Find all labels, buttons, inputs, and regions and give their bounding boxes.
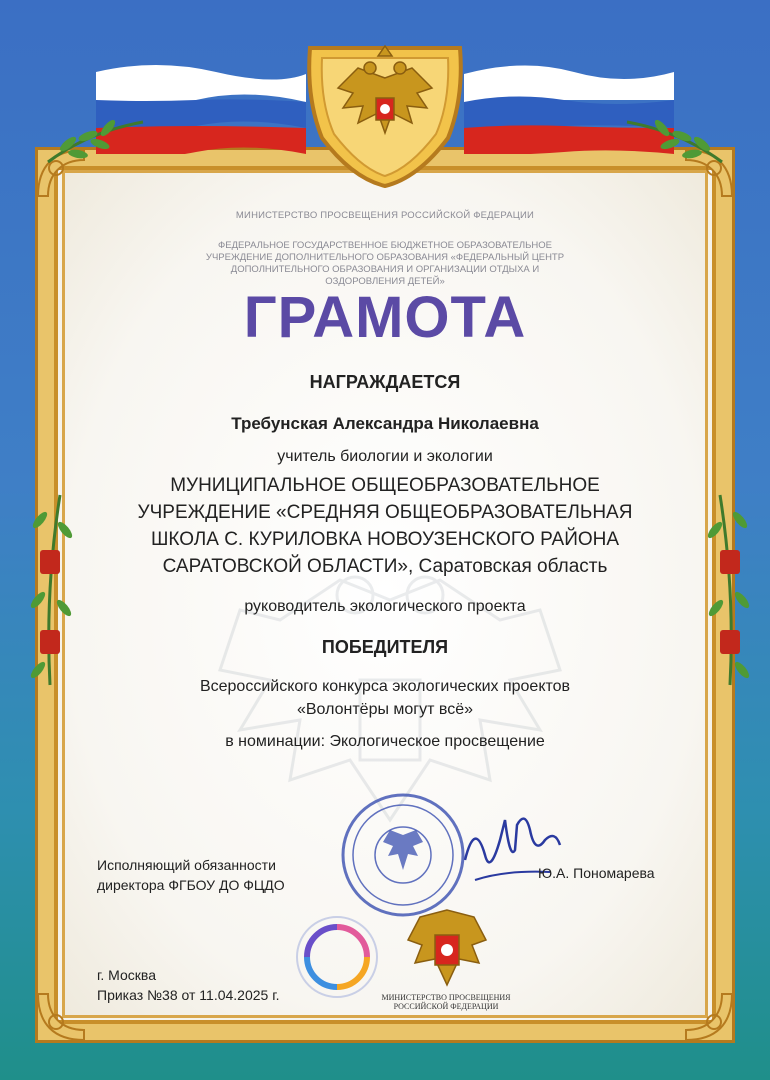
organization-line: ФЕДЕРАЛЬНОЕ ГОСУДАРСТВЕННОЕ БЮДЖЕТНОЕ ОБРАЗОВАТЕЛЬНОЕ — [218, 240, 552, 251]
corner-ornament-icon — [682, 990, 736, 1044]
awarded-heading: НАГРАЖДАЕТСЯ — [309, 372, 461, 392]
organization-line: ДОПОЛНИТЕЛЬНОГО ОБРАЗОВАНИЯ И ОРГАНИЗАЦИИ ОТДЫХА И — [230, 264, 540, 275]
school-name — [0, 472, 770, 580]
winner-heading: ПОБЕДИТЕЛЯ — [321, 637, 449, 657]
contest-name — [0, 675, 770, 721]
center-logo-icon — [292, 912, 382, 1002]
organization-line: ОЗДОРОВЛЕНИЯ ДЕТЕЙ» — [325, 276, 445, 287]
ministry-emblem-caption — [376, 993, 516, 1011]
recipient-role: руководитель экологического проекта — [244, 598, 526, 615]
laurel-branch-icon — [38, 92, 148, 172]
ministry-header: МИНИСТЕРСТВО ПРОСВЕЩЕНИЯ РОССИЙСКОЙ ФЕДЕРАЦИИ — [235, 210, 535, 221]
order-number: Приказ №38 от 11.04.2025 г. — [97, 987, 280, 1003]
school-line: МУНИЦИПАЛЬНОЕ ОБЩЕОБРАЗОВАТЕЛЬНОЕ — [170, 475, 600, 496]
school-line: САРАТОВСКОЙ ОБЛАСТИ», Саратовская область — [162, 556, 608, 577]
coat-of-arms-shield-icon — [298, 38, 472, 188]
contest-line: Всероссийского конкурса экологических проектов — [199, 678, 571, 695]
organization-line: УЧРЕЖДЕНИЕ ДОПОЛНИТЕЛЬНОГО ОБРАЗОВАНИЯ «ФЕДЕРАЛЬНЫЙ ЦЕНТР — [205, 252, 565, 263]
school-line: ШКОЛА С. КУРИЛОВКА НОВОУЗЕНСКОГО РАЙОНА — [150, 529, 620, 550]
ministry-caption-line: МИНИСТЕРСТВО ПРОСВЕЩЕНИЯ — [381, 993, 511, 1002]
contest-line: «Волонтёры могут всё» — [296, 701, 474, 718]
nomination: в номинации: Экологическое просвещение — [225, 733, 545, 750]
city: г. Москва — [97, 967, 156, 983]
signer-title — [97, 855, 285, 895]
school-line: УЧРЕЖДЕНИЕ «СРЕДНЯЯ ОБЩЕОБРАЗОВАТЕЛЬНАЯ — [137, 502, 633, 523]
official-seal-icon — [338, 790, 468, 920]
certificate-title: ГРАМОТА — [243, 285, 527, 350]
signer-title-line: Исполняющий обязанности — [97, 857, 276, 873]
organization-name — [0, 240, 770, 288]
place-and-order — [97, 965, 280, 1005]
recipient-name: Требунская Александра Николаевна — [231, 414, 539, 433]
signer-title-line: директора ФГБОУ ДО ФЦДО — [97, 877, 285, 893]
recipient-position: учитель биологии и экологии — [277, 448, 493, 465]
ministry-caption-line: РОССИЙСКОЙ ФЕДЕРАЦИИ — [393, 1002, 499, 1011]
corner-ornament-icon — [34, 990, 88, 1044]
signer-name: Ю.А. Пономарева — [538, 865, 655, 881]
ministry-emblem-icon — [400, 905, 495, 990]
laurel-branch-icon — [622, 92, 732, 172]
